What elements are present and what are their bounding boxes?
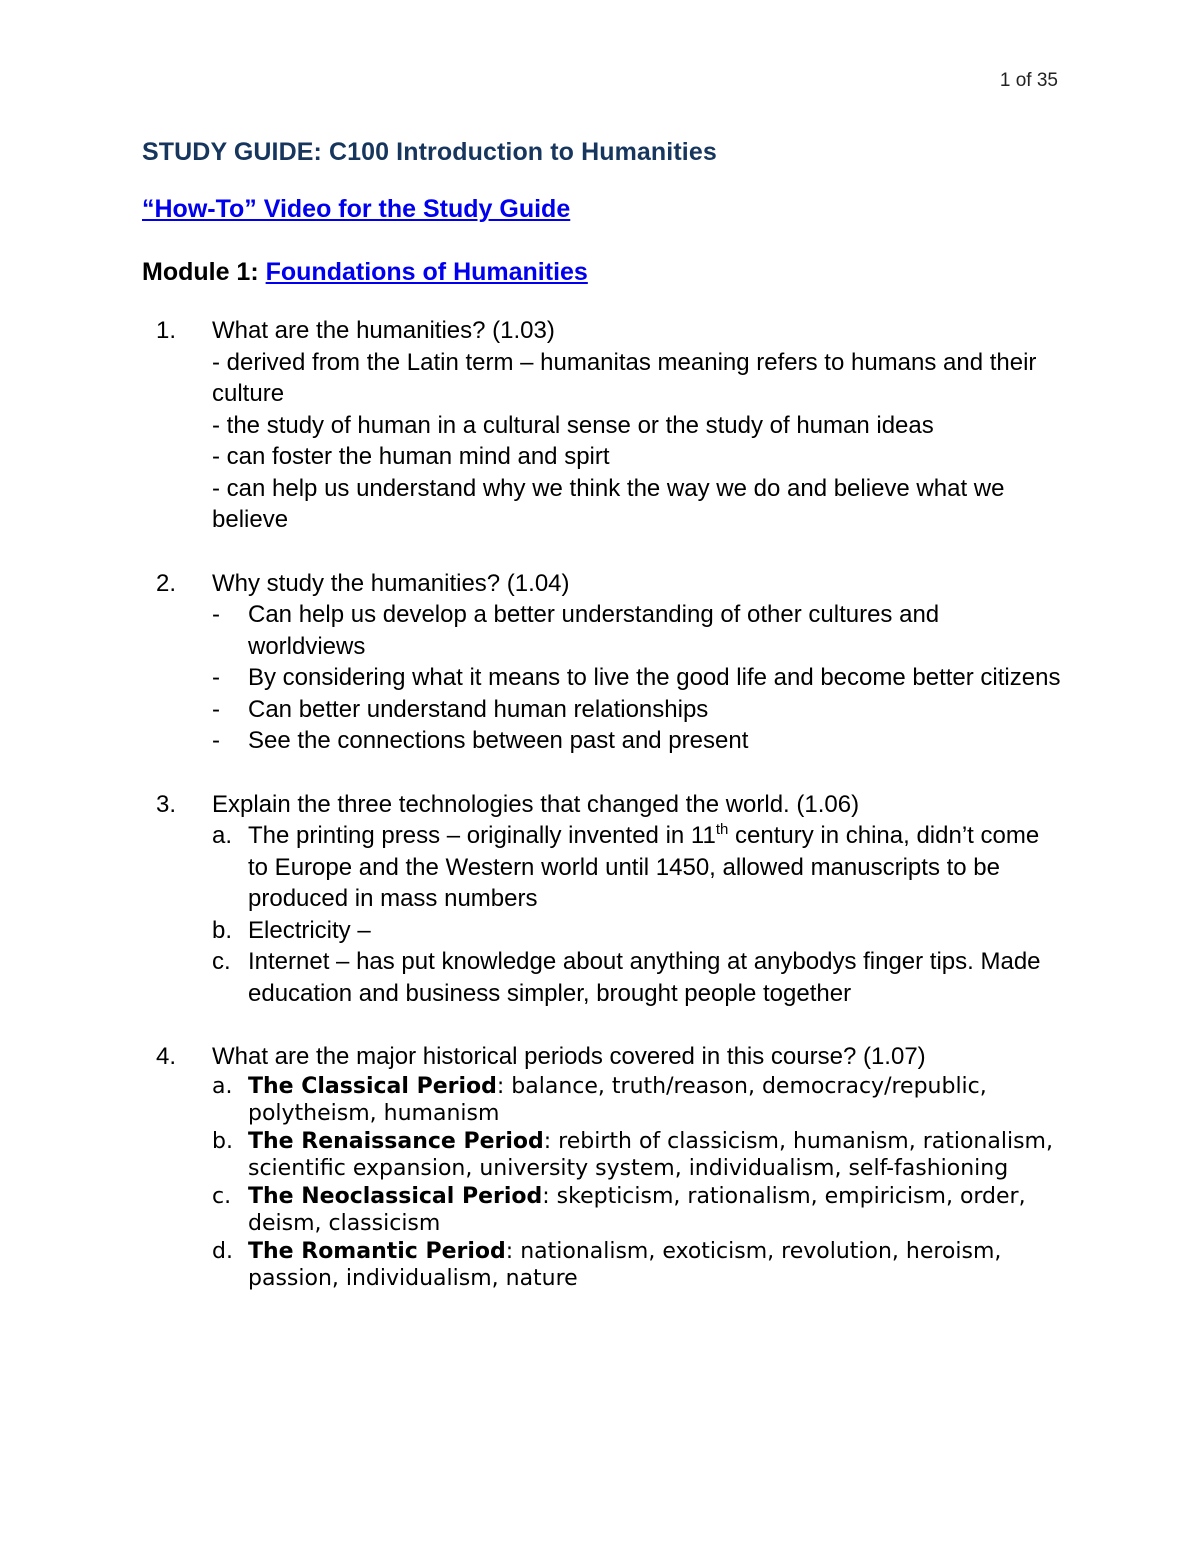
question-text: What are the humanities? (1.03) (212, 317, 555, 344)
period-item: d. The Romantic Period: nationalism, exoticism, revolution, heroism, passion, individualism, nature (212, 1238, 1002, 1291)
answer-line: - can foster the human mind and spirt (212, 443, 610, 470)
answer-line: - the study of human in a cultural sense or the study of human ideas (212, 411, 934, 439)
list-item: - Can better understand human relationships (212, 695, 709, 723)
question-4 (142, 1041, 1062, 1293)
question-number: 3. (156, 790, 177, 818)
question-2 (142, 568, 1062, 757)
question-number: 4. (156, 1043, 177, 1070)
module-heading (142, 258, 1062, 287)
question-number: 1. (156, 317, 177, 344)
page-number: 1 of 35 (999, 70, 1058, 91)
question-number: 2. (156, 569, 177, 597)
answer-line: - can help us understand why we think the way we do and believe what we believe (212, 474, 1005, 533)
page-title: STUDY GUIDE: C100 Introduction to Humanities (142, 138, 717, 166)
question-1 (142, 315, 1062, 536)
list-item: - Can help us develop a better understanding of other cultures and worldviews (212, 601, 940, 660)
question-text: What are the major historical periods covered in this course? (1.07) (212, 1043, 926, 1070)
question-3 (142, 789, 1062, 1010)
list-item: b. Electricity – (212, 916, 371, 944)
list-item: c. Internet – has put knowledge about anything at anybodys finger tips. Made education and business simpler, brought people together (212, 948, 1041, 1007)
answer-line: - derived from the Latin term – humanitas meaning refers to humans and their culture (212, 348, 1037, 407)
question-text: Explain the three technologies that changed the world. (1.06) (212, 790, 860, 818)
period-item: c. The Neoclassical Period: skepticism, rationalism, empiricism, order, deism, classicism (212, 1183, 1026, 1236)
list-item: - See the connections between past and present (212, 727, 749, 754)
module-link[interactable]: Foundations of Humanities (265, 258, 588, 286)
module-prefix: Module 1: (142, 258, 266, 286)
list-item: a. The printing press – originally invented in 11th century in china, didn’t come to Europe and the Western world until 1450, allowed manuscripts to be produced in mass numbers (212, 821, 1040, 912)
period-item: a. The Classical Period: balance, truth/reason, democracy/republic, polytheism, humanism (212, 1073, 987, 1126)
howto-video-link[interactable]: “How-To” Video for the Study Guide (142, 195, 571, 223)
question-text: Why study the humanities? (1.04) (212, 569, 570, 597)
list-item: - By considering what it means to live the good life and become better citizens (212, 664, 1061, 691)
document-body (142, 138, 1062, 1325)
period-item: b. The Renaissance Period: rebirth of classicism, humanism, rationalism, scientific expansion, university system, individualism, self-fashioning (212, 1128, 1053, 1181)
